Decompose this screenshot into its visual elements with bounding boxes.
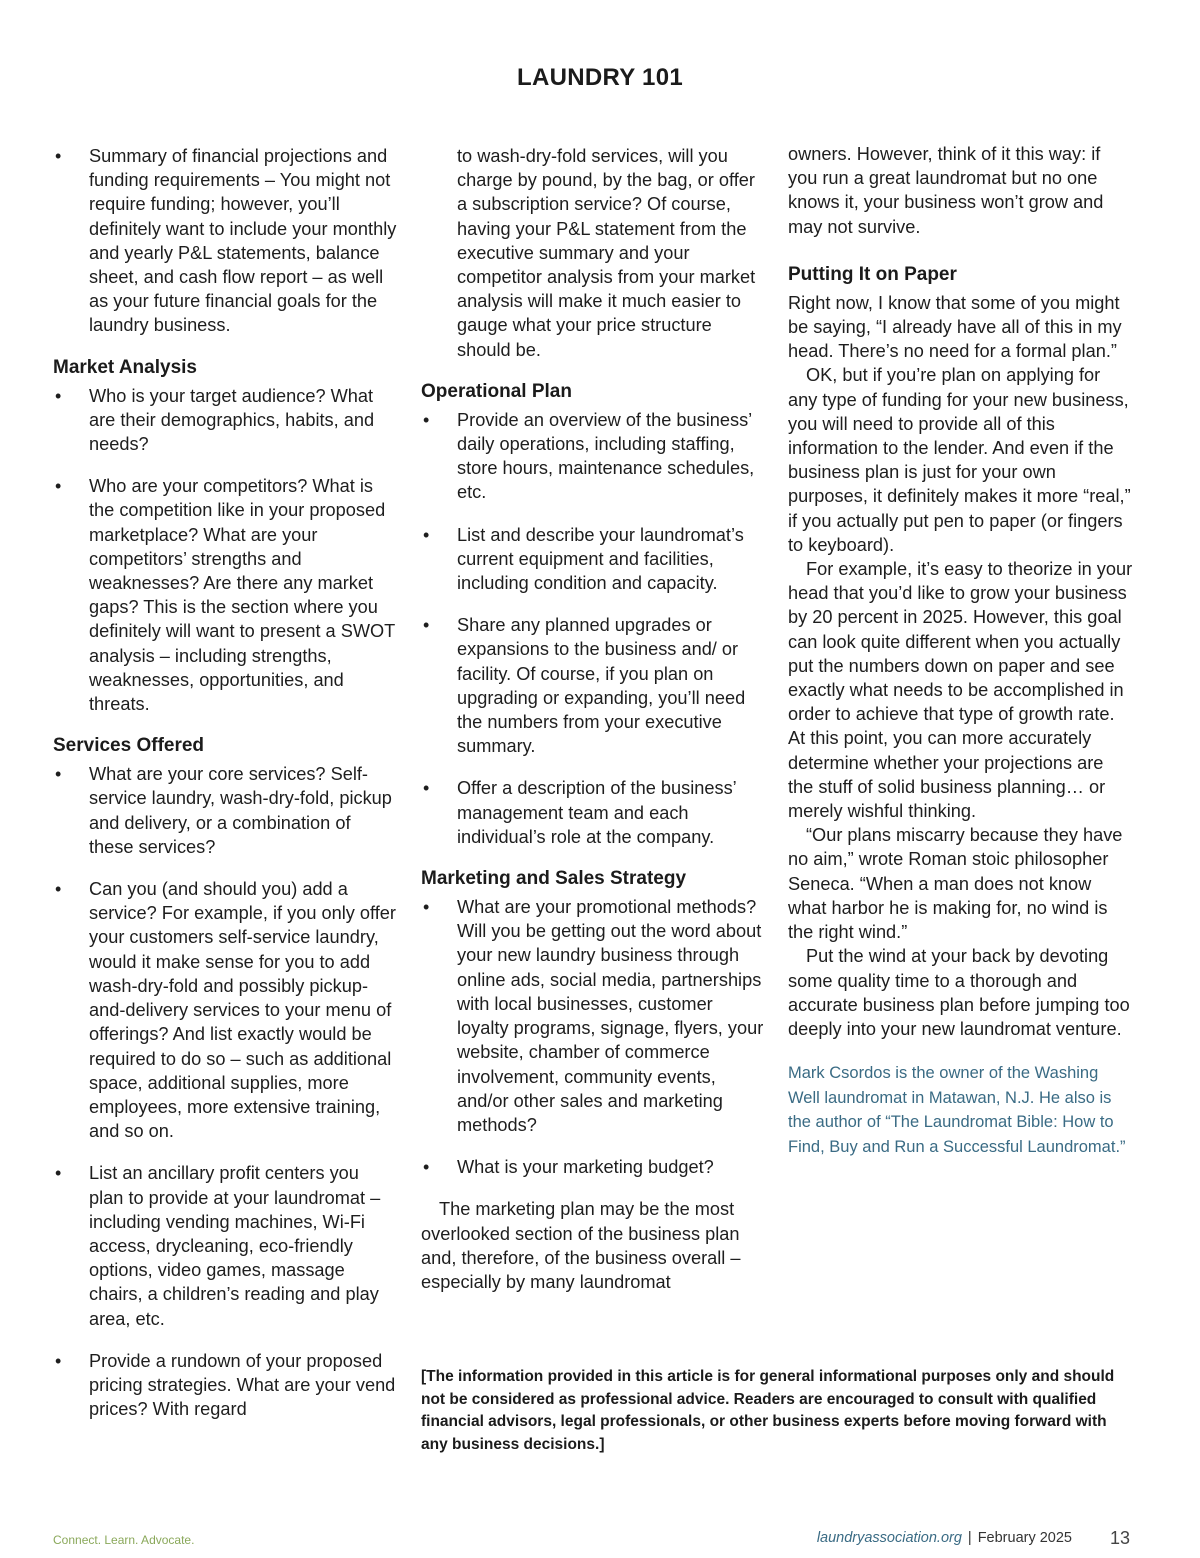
continued-paragraph: to wash-dry-fold services, will you charge by pound, by the bag, or offer a subscription service? Of course, having your P&L statement from the executive summary and your competitor analysis from your market analysis will make it much easier to gauge what your price structure should be.	[457, 146, 756, 360]
paragraph: For example, it’s easy to theorize in your head that you’d like to grow your business by 20 percent in 2025. However, this goal can look quite different when you actually put the numbers down on paper and see exactly what needs to be accomplished in order to achieve that type of growth rate. At this point, you can more accurately determine whether your projections are the stuff of solid business planning… or merely wishful thinking.	[788, 559, 1133, 822]
list-item: • What are your core services? Self-service laundry, wash-dry-fold, pickup and delivery, or a combination of these services?	[53, 762, 398, 859]
list-item: • Share any planned upgrades or expansions to the business and/ or facility. Of course, if you plan on upgrading or expanding, you’ll need the numbers from your executive summary.	[421, 613, 766, 758]
list-item: • Can you (and should you) add a service? For example, if you only offer your customers self-service laundry, would it make sense for you to add wash-dry-fold and possibly pickup-and-delivery services to your menu of offerings? And list exactly would be required to do so – such as additional space, additional supplies, more employees, more extensive training, and so on.	[53, 877, 398, 1143]
list-item: • List an ancillary profit centers you plan to provide at your laundromat – including vending machines, Wi-Fi access, drycleaning, eco-friendly options, video games, massage chairs, a children’s reading and play area, etc.	[53, 1161, 398, 1330]
paragraph: OK, but if you’re plan on applying for any type of funding for your new business, you will need to provide all of this information to the lender. And even if the business plan is just for your own purposes, it definitely makes it more “real,” if you actually put pen to paper (or fingers to keyboard).	[788, 365, 1131, 555]
footer-site-link[interactable]: laundryassociation.org	[816, 1530, 962, 1546]
operational-plan-heading: Operational Plan	[421, 380, 572, 402]
marketing-strategy-heading: Marketing and Sales Strategy	[421, 868, 687, 890]
list-item: • Who are your competitors? What is the competition like in your proposed marketplace? What are your competitors’ strengths and weaknesses? Are there any market gaps? This is the section where you definitely will want to present a SWOT analysis – including strengths, weaknesses, opportunities, and threats.	[53, 474, 398, 716]
marketing-strategy-list	[421, 895, 766, 1179]
page-header-title: LAUNDRY 101	[516, 64, 683, 91]
intro-bullet-list	[53, 144, 398, 338]
page-number: 13	[1109, 1528, 1130, 1548]
column-3	[788, 142, 1133, 1159]
list-item: • List and describe your laundromat’s current equipment and facilities, including condition and capacity.	[421, 523, 766, 596]
column-2	[421, 144, 766, 1294]
services-offered-list	[53, 762, 398, 1421]
market-analysis-heading: Market Analysis	[53, 356, 197, 378]
author-bio: Mark Csordos is the owner of the Washing Well laundromat in Matawan, N.J. He also is the author of “The Laundromat Bible: How to Find, Buy and Run a Successful Laundromat.”	[788, 1064, 1126, 1156]
list-item: • Summary of financial projections and funding requirements – You might not require funding; however, you’ll definitely want to include your monthly and yearly P&L statements, balance sheet, and cash flow report – as well as your future financial goals for the laundry business.	[53, 144, 398, 338]
footer-publication-info	[817, 1530, 1072, 1546]
putting-it-on-paper-heading: Putting It on Paper	[788, 263, 957, 285]
column-1	[53, 144, 398, 1439]
market-analysis-list	[53, 384, 398, 717]
list-item: • What are your promotional methods? Will you be getting out the word about your new laundry business through online ads, social media, partnerships with local businesses, customer loyalty programs, signage, flyers, your website, chamber of commerce involvement, community events, and/or other sales and marketing methods?	[421, 895, 766, 1137]
continued-paragraph: owners. However, think of it this way: if you run a great laundromat but no one knows it, your business won’t grow and may not survive.	[788, 144, 1104, 237]
marketing-closing-paragraph: The marketing plan may be the most overlooked section of the business plan and, therefore, of the business overall – especially by many laundromat	[421, 1199, 741, 1292]
operational-plan-list	[421, 408, 766, 849]
services-offered-heading: Services Offered	[53, 735, 205, 757]
paragraph: Right now, I know that some of you might be saying, “I already have all of this in my head. There’s no need for a formal plan.”	[788, 292, 1122, 362]
footer-issue-date: February 2025	[977, 1530, 1072, 1546]
disclaimer: [The information provided in this article is for general informational purposes only and should not be considered as professional advice. Readers are encouraged to consult with qualified financial advisors, legal professionals, or other business experts before moving forward with any business decisions.]	[421, 1368, 1115, 1453]
quote-paragraph: “Our plans miscarry because they have no aim,” wrote Roman stoic philosopher Seneca. “When a man does not know what harbor he is making for, no wind is the right wind.”	[788, 825, 1123, 943]
footer-separator: |	[967, 1530, 972, 1546]
list-item: • Provide an overview of the business’ daily operations, including staffing, store hours, maintenance schedules, etc.	[421, 408, 766, 505]
list-item: • What is your marketing budget?	[421, 1155, 766, 1179]
list-item: • Provide a rundown of your proposed pricing strategies. What are your vend prices? With regard	[53, 1349, 398, 1422]
paragraph: Put the wind at your back by devoting some quality time to a thorough and accurate business plan before jumping too deeply into your new laundromat venture.	[788, 946, 1130, 1039]
list-item: • Offer a description of the business’ management team and each individual’s role at the company.	[421, 776, 766, 849]
footer-tagline: Connect. Learn. Advocate.	[53, 1533, 195, 1547]
list-item: • Who is your target audience? What are their demographics, habits, and needs?	[53, 384, 398, 457]
